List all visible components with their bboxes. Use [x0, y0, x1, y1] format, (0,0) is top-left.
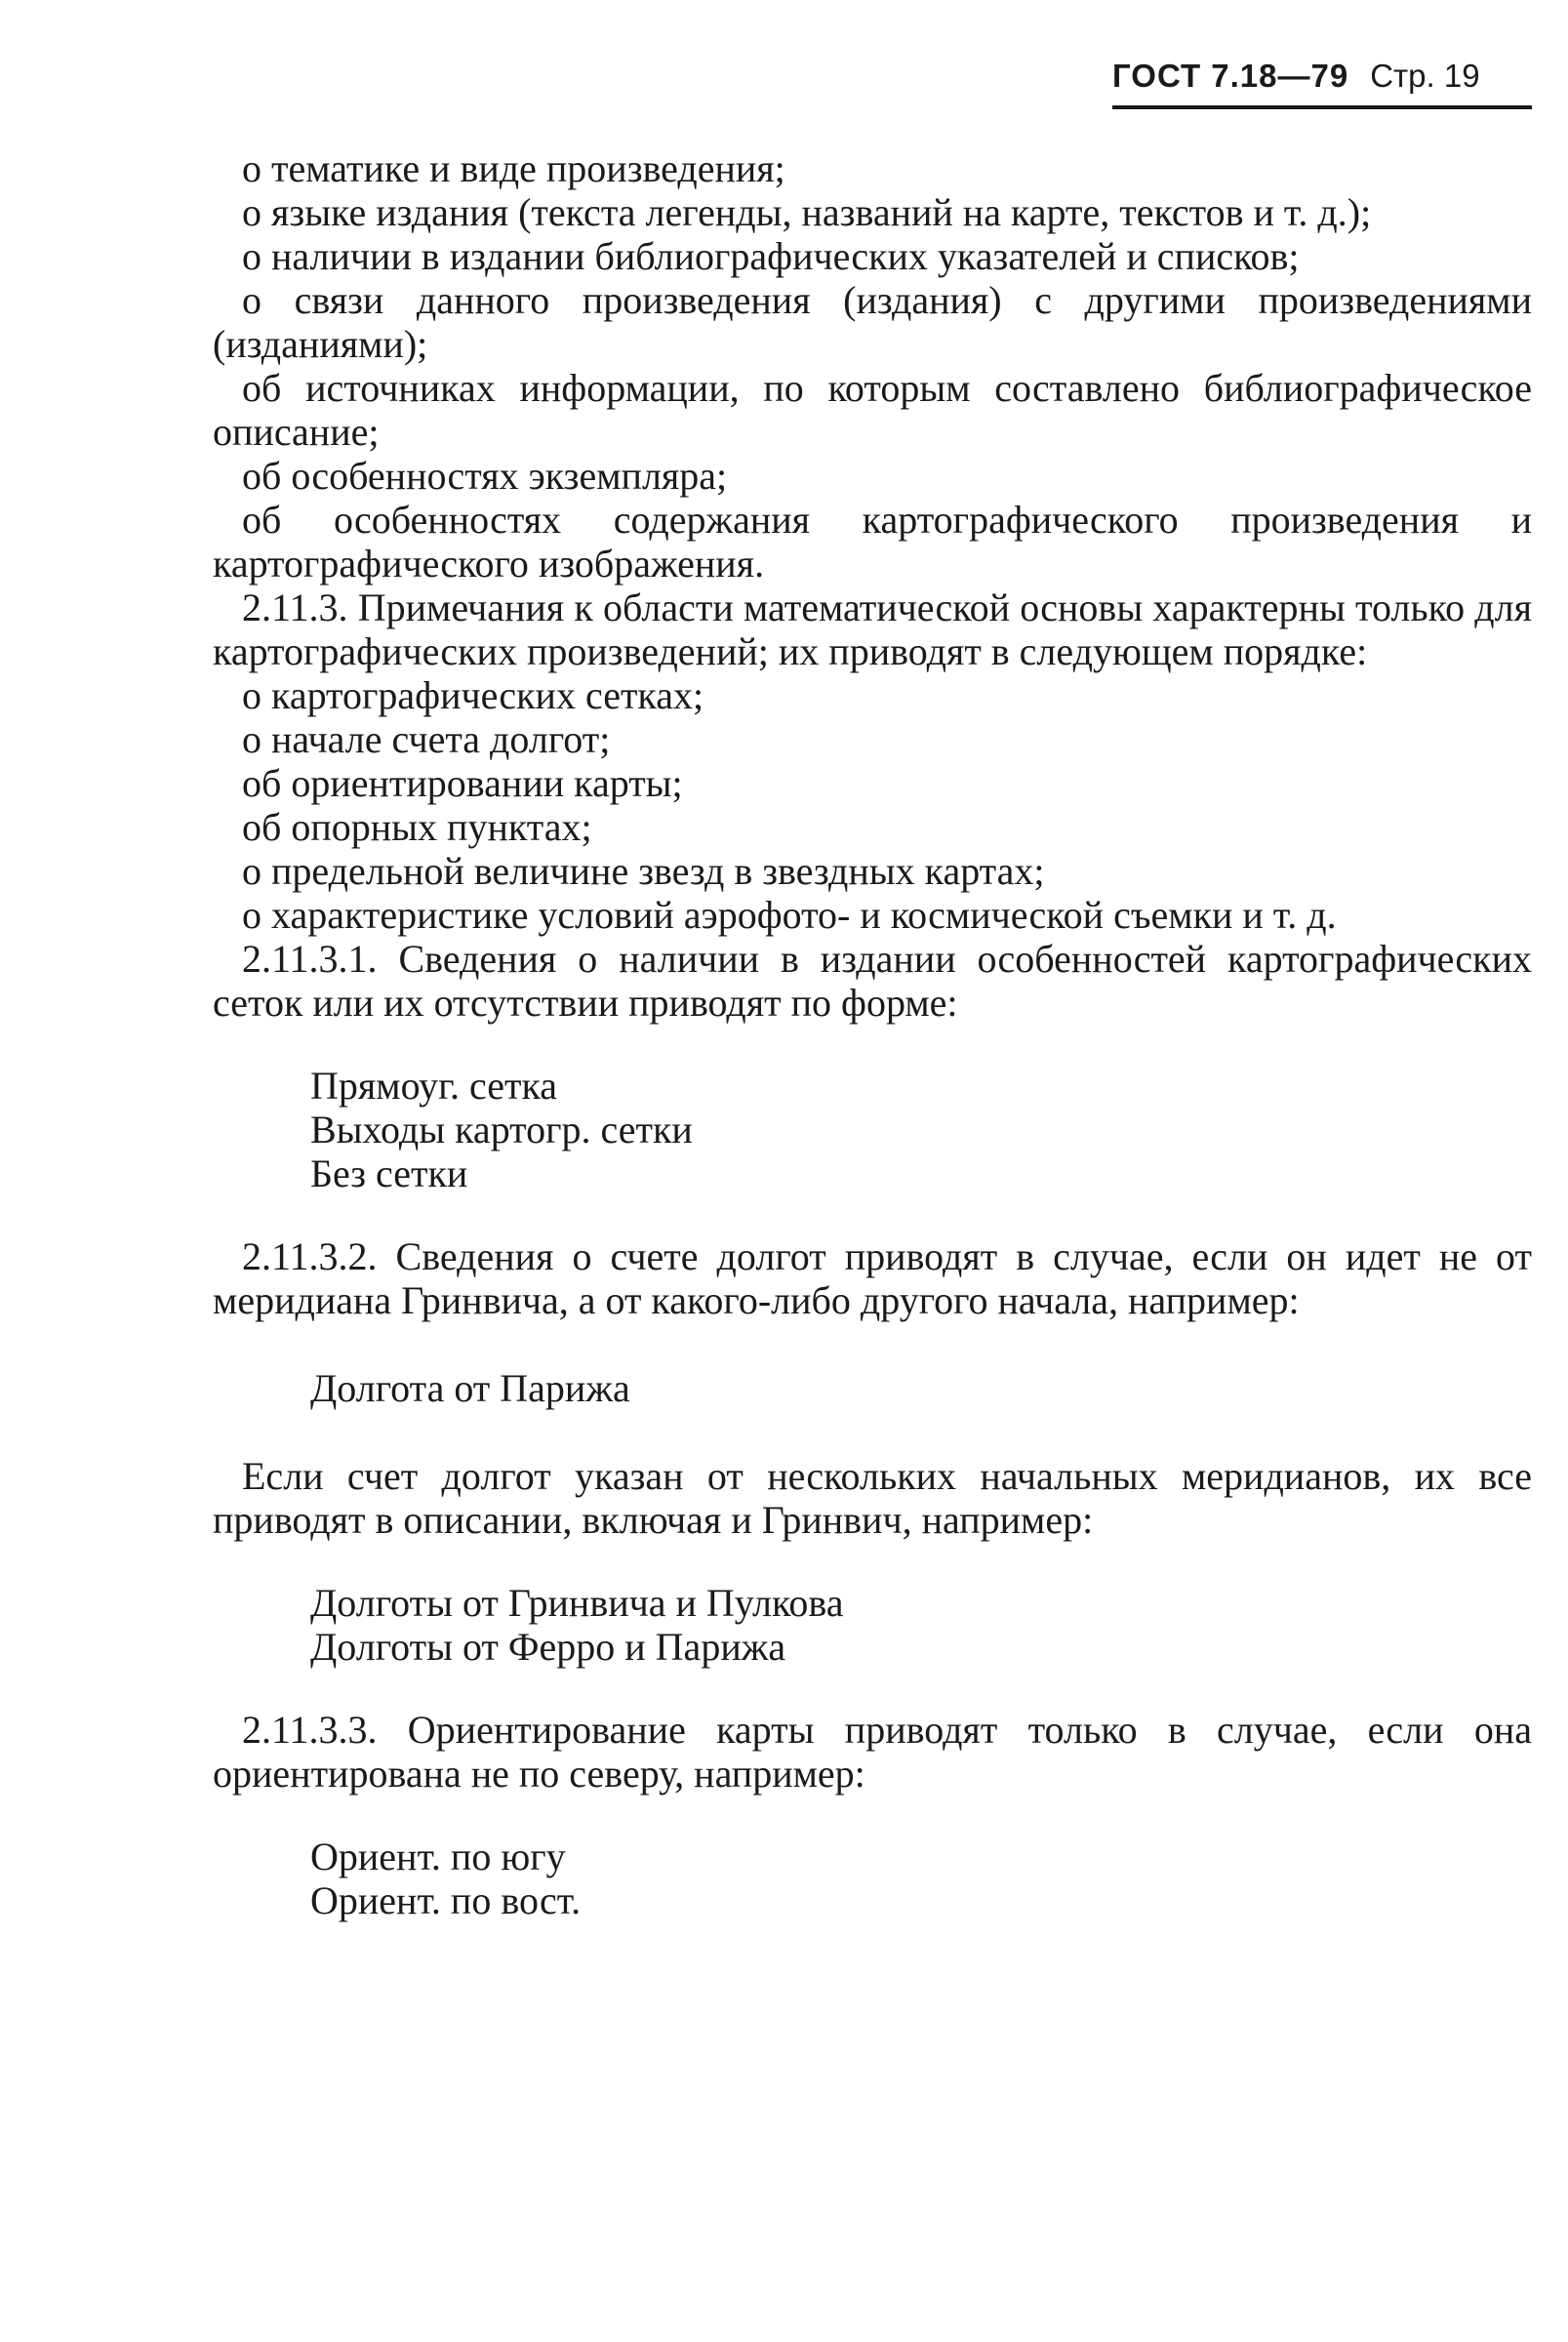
list-item: о характеристике условий аэрофото- и космической съемки и т. д.: [242, 893, 1337, 937]
paragraph-2-11-3-2: 2.11.3.2. Сведения о счете долгот приводят в случае, если он идет не от меридиана Гринвича, а от какого-либо другого начала, например:: [213, 1234, 1532, 1322]
example-line: Прямоуг. сетка: [310, 1064, 558, 1108]
list-item: о языке издания (текста легенды, названий на карте, текстов и т. д.);: [242, 190, 1372, 234]
example-line: Долготы от Ферро и Парижа: [310, 1625, 786, 1669]
list-item: об опорных пунктах;: [242, 805, 592, 849]
example-block-grids: [310, 1064, 1532, 1195]
example-line: Долгота от Парижа: [310, 1366, 630, 1410]
example-line: Ориент. по вост.: [310, 1878, 582, 1922]
document-body: [213, 146, 1532, 1961]
example-line: Долготы от Гринвича и Пулкова: [310, 1581, 844, 1625]
example-line: Выходы картогр. сетки: [310, 1108, 693, 1151]
list-item: об ориентировании карты;: [242, 761, 683, 805]
paragraph-2-11-3-3: 2.11.3.3. Ориентирование карты приводят только в случае, если она ориентирована не по северу, например:: [213, 1708, 1532, 1796]
standard-number: ГОСТ 7.18—79: [1112, 58, 1349, 94]
list-item: об особенностях содержания картографического произведения и картографического изображения.: [213, 498, 1532, 586]
list-item: о предельной величине звезд в звездных картах;: [242, 849, 1045, 893]
list-item: об источниках информации, по которым составлено библиографическое описание;: [213, 366, 1532, 454]
example-block-meridians: [310, 1581, 1532, 1669]
example-block-longitude: [310, 1366, 1532, 1410]
list-item: о связи данного произведения (издания) с другими произведениями (изданиями);: [213, 278, 1532, 366]
list-item: о картографических сетках;: [242, 673, 704, 717]
paragraph-2-11-3: 2.11.3. Примечания к области математической основы характерны только для картографических произведений; их приводят в следующем порядке:: [213, 586, 1532, 673]
example-line: Ориент. по югу: [310, 1835, 566, 1878]
paragraph-multiple-meridians: Если счет долгот указан от нескольких начальных меридианов, их все приводят в описании, включая и Гринвич, например:: [213, 1454, 1532, 1542]
list-item: об особенностях экземпляра;: [242, 454, 728, 498]
example-block-orientation: [310, 1835, 1532, 1922]
paragraph-2-11-3-1: 2.11.3.1. Сведения о наличии в издании особенностей картографических сеток или их отсутствии приводят по форме:: [213, 937, 1532, 1025]
list-item: о наличии в издании библиографических указателей и списков;: [242, 234, 1300, 278]
list-item: о тематике и виде произведения;: [242, 146, 785, 190]
page-number: Стр. 19: [1370, 58, 1480, 94]
list-item: о начале счета долгот;: [242, 717, 611, 761]
page-header: [1112, 57, 1532, 109]
example-line: Без сетки: [310, 1151, 468, 1195]
